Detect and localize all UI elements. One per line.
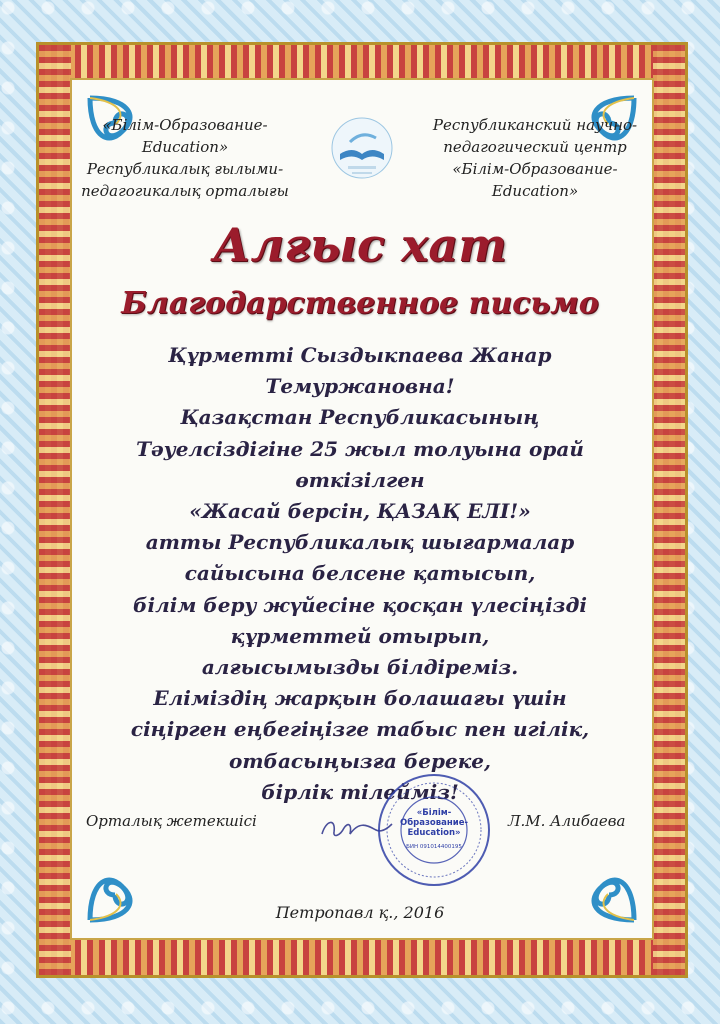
title-kazakh: Алғыс хат [213,218,507,272]
body-line: «Жасай берсін, ҚАЗАҚ ЕЛІ!» [189,499,531,524]
body-line: Құрметті Сыздыкпаева Жанар [168,343,552,367]
stamp-bin: БИН 091014400195 [406,844,462,850]
letter-body [90,340,630,808]
body-line: алғысымызды білдіреміз. [201,655,519,680]
body-line: Еліміздің жарқын болашағы үшін [153,686,567,711]
body-line: сіңірген еңбегіңізге табыс пен игілік, [130,717,590,742]
body-line: атты Республикалық шығармалар [145,530,575,555]
signer-role: Орталық жетекшісі [86,812,257,830]
header-right-line: «Білім-Образование- [452,160,618,178]
stamp-line: «Білім- [416,808,452,818]
official-stamp [376,772,492,888]
header-right-line: Республиканский научно- [432,116,638,134]
place-and-year: Петропавл қ., 2016 [275,903,445,922]
body-line: отбасыңызға береке, [229,748,491,773]
body-line: сайысына белсене қатысып, [184,561,536,586]
title-russian: Благодарственное письмо [121,286,599,321]
body-line: білім беру жүйесіне қосқан үлесіңізді [133,592,587,617]
stamp-line: Education» [407,828,461,838]
body-line: Тәуелсіздігіне 25 жыл толуына орай [136,436,584,461]
stamp-line: Образование- [400,818,468,828]
body-line: өткізілген [295,467,425,492]
header-left-line: Республикалық ғылыми- [86,160,284,178]
body-line: Қазақстан Республикасының [180,405,540,430]
header-left-line: Education» [141,138,229,156]
header-left-line: «Білім-Образование- [102,116,268,134]
body-line: Темуржановна! [265,374,455,399]
header-org-kz [70,114,300,202]
signer-name: Л.М. Алибаева [508,812,626,830]
header-org-ru [410,114,660,202]
body-line: құрметтей отырып, [230,623,490,648]
header-right-line: педагогический центр [443,138,627,156]
header-right-line: Education» [491,182,579,200]
body-line: бірлік тілейміз! [261,779,459,804]
book-logo-icon [322,112,402,192]
header-left-line: педагогикалық орталығы [81,182,289,200]
